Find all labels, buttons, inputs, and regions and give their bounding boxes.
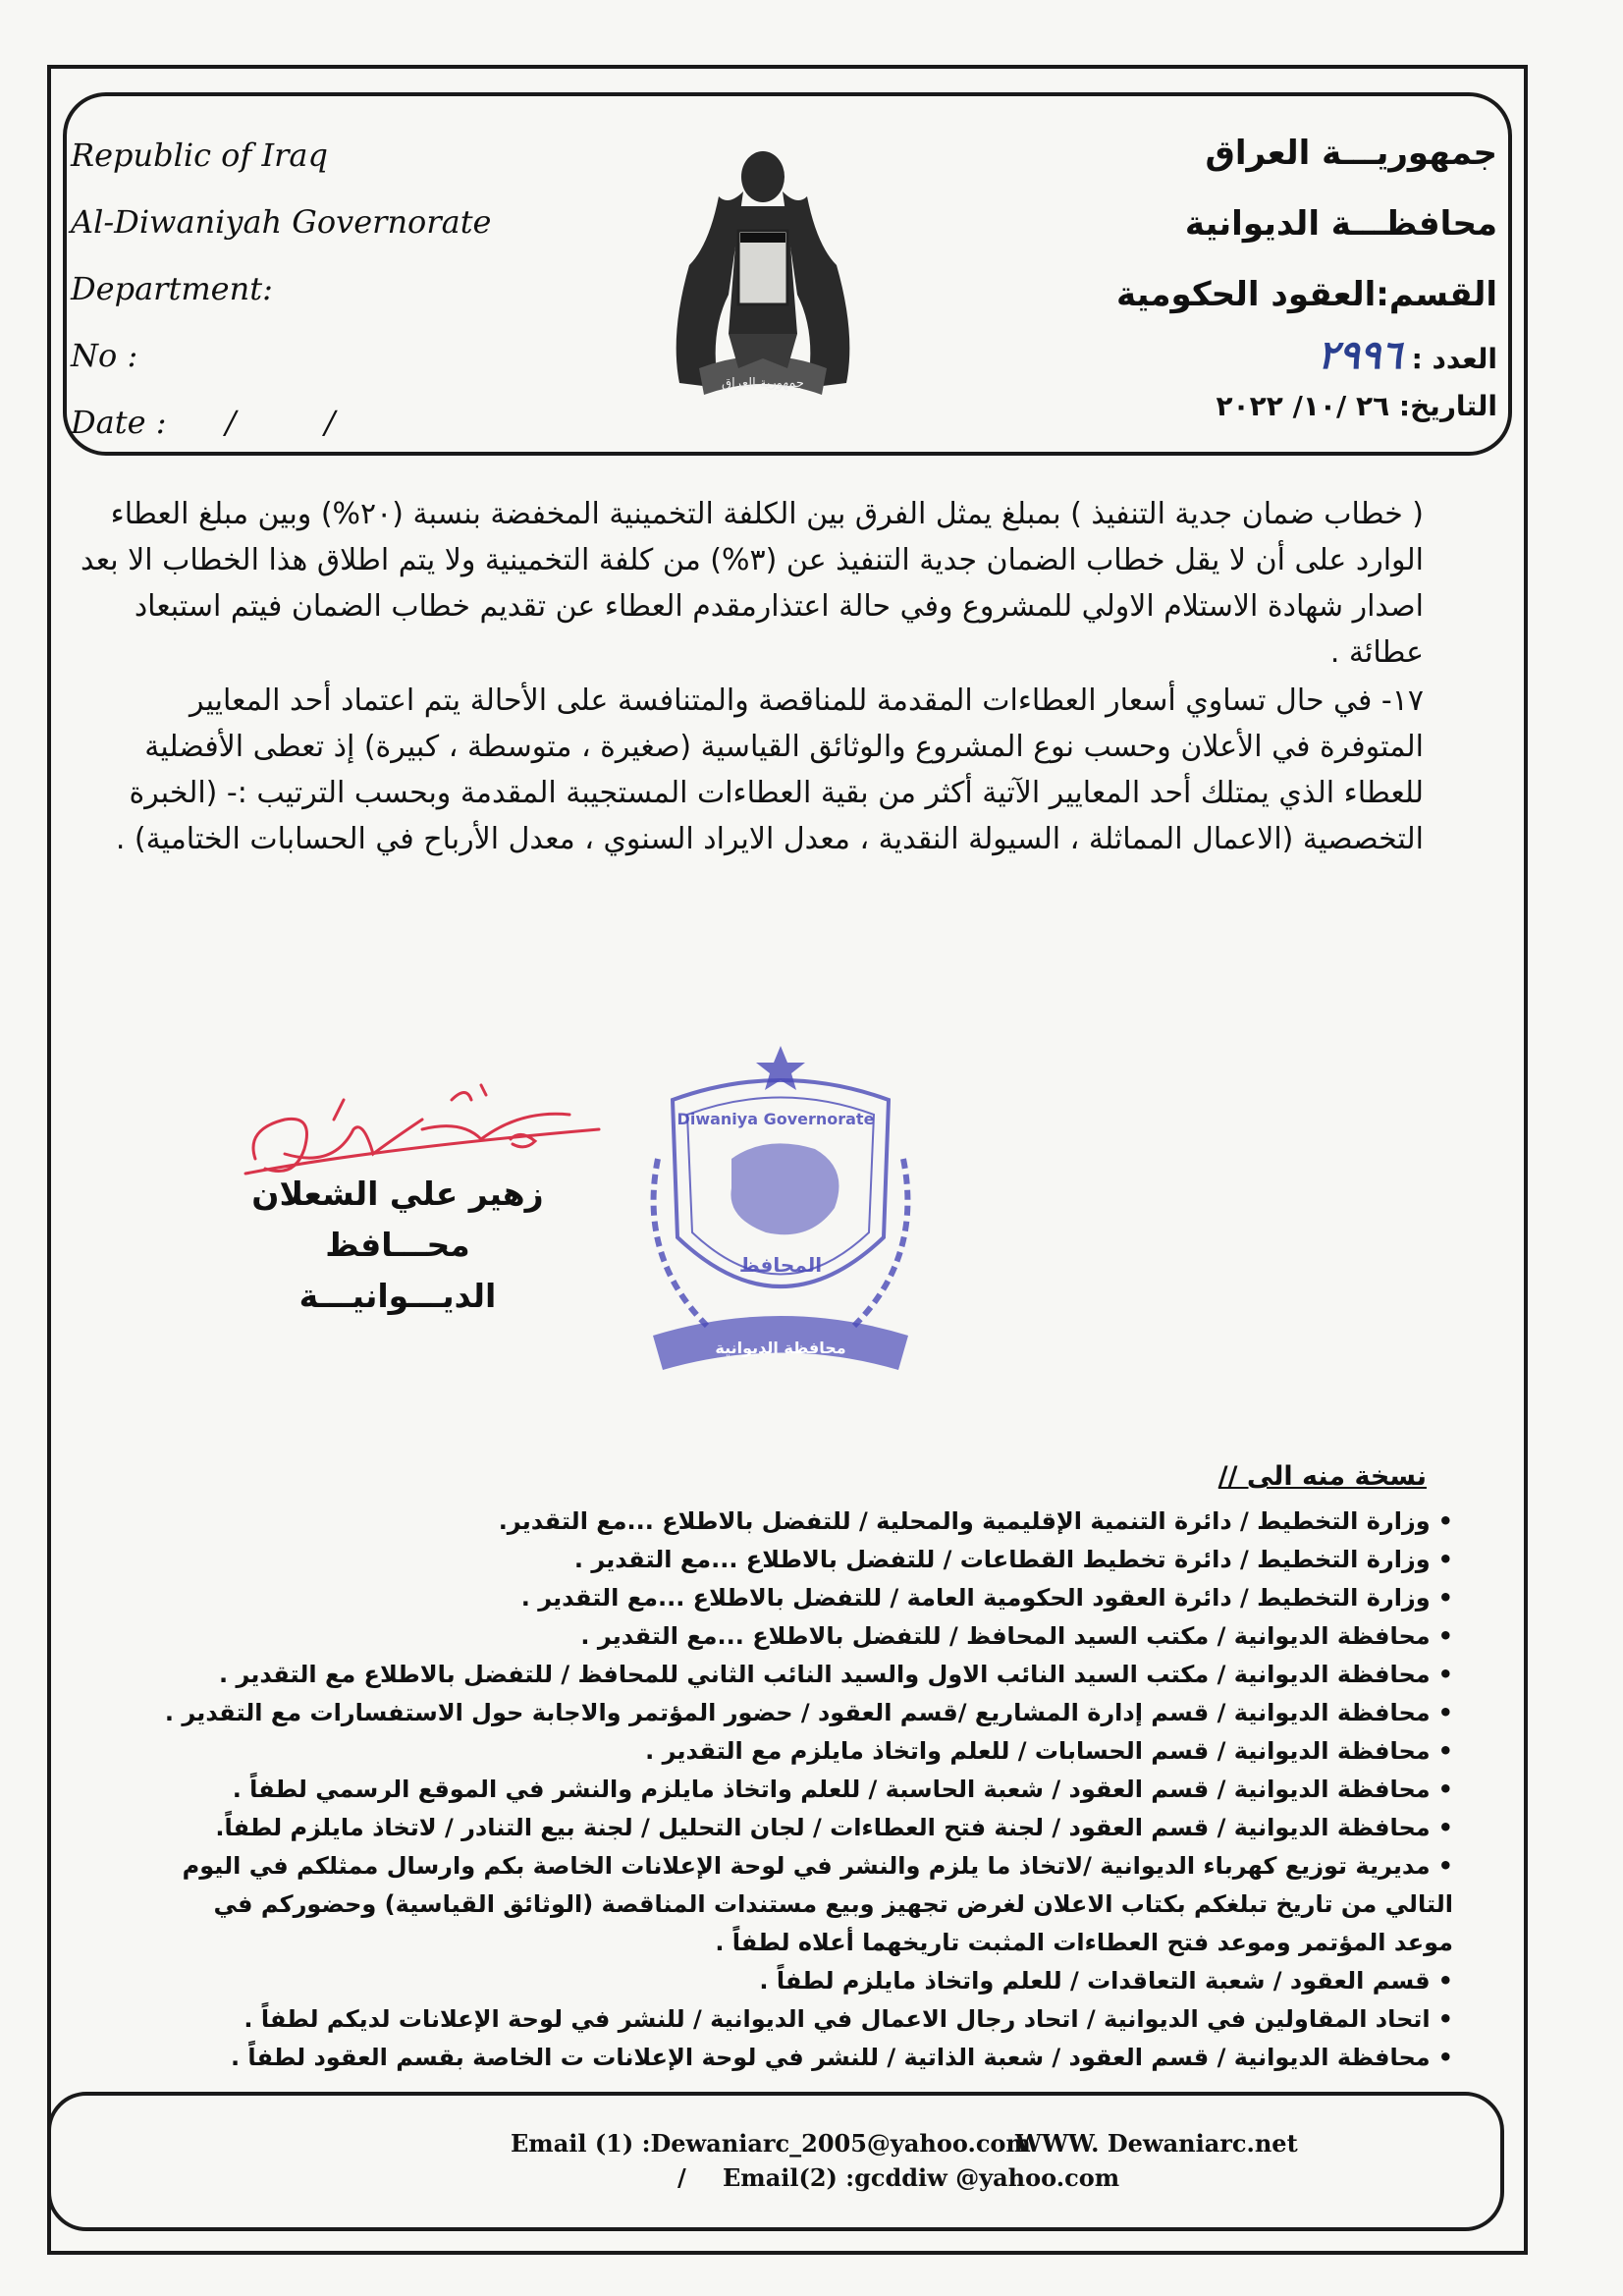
governorate-name-en: Al-Diwaniyah Governorate (71, 203, 492, 241)
copy-recipient-item (147, 2039, 1453, 2077)
governorate-name-ar: محافظـــة الديوانية (1184, 204, 1497, 244)
bullet-icon: • (1437, 1814, 1453, 1841)
signatory (236, 1169, 560, 1322)
paragraph-item-17: ١٧- في حال تساوي أسعار العطاءات المقدمة للمناقصة والمتنافسة على الأحالة يتم اعتماد أحد المعايير المتوفرة في الأعلان وحسب نوع المشروع والوثائق القياسية (صغيرة ، متوسطة ، كبيرة) إذ تعطى الأفضلية للعطاء الذي يمتلك أحد المعايير الآتية أكثر من بقية العطاءات المستجيبة المقدمة وبحسب الترتيب :- (الخبرة التخصصية (الاعمال المماثلة ، السيولة النقدية ، معدل الايراد السنوي ، معدل الأرباح في الحسابات الختامية) . (115, 683, 1424, 856)
copy-recipient-text: مديرية توزيع كهرباء الديوانية /لاتخاذ ما يلزم والنشر في لوحة الإعلانات الخاصة بكم وارسال ممثلكم في اليوم التالي من تاريخ تبلغكم بكتاب الاعلان لغرض تجهيز وبيع مستندات المناقصة (الوثائق القياسية) وحضوركم في موعد المؤتمر وموعد فتح العطاءات المثبت تاريخهما أعلاه لطفاً . (182, 1852, 1453, 1956)
footer-email-2: Email(2) :gcddiw @yahoo.com (723, 2163, 1120, 2192)
bullet-icon: • (1437, 1699, 1453, 1726)
bullet-icon: • (1437, 1737, 1453, 1765)
footer-website: WWW. Dewaniarc.net (1015, 2129, 1298, 2158)
number-label-ar: العدد : (1411, 343, 1497, 375)
copy-recipient-item (147, 1541, 1453, 1579)
copy-recipient-item (147, 1503, 1453, 1541)
copy-recipient-item (147, 1962, 1453, 2000)
footer-email-1: Email (1) :Dewaniarc_2005@yahoo.com (511, 2129, 1031, 2158)
number-line-ar (1105, 330, 1497, 381)
bullet-icon: • (1437, 1507, 1453, 1535)
number-label-en: No : (71, 337, 138, 374)
copy-recipient-text: اتحاد المقاولين في الديوانية / اتحاد رجال الاعمال في الديوانية / للنشر في لوحة الإعلانات لديكم لطفاً . (243, 2005, 1431, 2033)
copy-recipient-item (147, 1847, 1453, 1962)
copy-recipient-text: محافظة الديوانية / قسم الحسابات / للعلم واتخاذ مايلزم مع التقدير . (645, 1737, 1431, 1765)
signatory-title: محـــافظ الديـــوانيـــة (298, 1226, 497, 1315)
copy-recipient-text: وزارة التخطيط / دائرة تخطيط القطاعات / للتفضل بالاطلاع ...مع التقدير . (573, 1546, 1431, 1573)
department-ar: القسم:العقود الحكومية (1116, 275, 1497, 314)
date-label-en: Date : (71, 404, 167, 441)
seal-top-text: Diwaniya Governorate (676, 1110, 875, 1128)
copy-recipient-text: محافظة الديوانية / مكتب السيد المحافظ / للتفضل بالاطلاع ...مع التقدير . (580, 1622, 1431, 1650)
bullet-icon: • (1437, 1661, 1453, 1688)
date-slashes-en: / / (225, 404, 375, 441)
copy-recipient-text: محافظة الديوانية / قسم العقود / شعبة الحاسبة / للعلم واتخاذ مايلزم والنشر في الموقع الرسمي لطفاً . (232, 1776, 1431, 1803)
governorate-seal-icon (619, 1041, 943, 1394)
copy-recipient-text: وزارة التخطيط / دائرة العقود الحكومية العامة / للتفضل بالاطلاع ...مع التقدير . (520, 1584, 1431, 1612)
copy-recipient-text: قسم العقود / شعبة التعاقدات / للعلم واتخاذ مايلزم لطفاً . (759, 1967, 1431, 1995)
letterhead-arabic (1105, 118, 1497, 432)
copy-recipient-item (147, 1656, 1453, 1694)
bullet-icon: • (1437, 2005, 1453, 2033)
copy-recipient-item (147, 1579, 1453, 1617)
bullet-icon: • (1437, 1546, 1453, 1573)
number-value-ar: ٢٩٩٦ (1317, 333, 1402, 378)
bullet-icon: • (1437, 1622, 1453, 1650)
copy-recipient-text: محافظة الديوانية / مكتب السيد النائب الاول والسيد النائب الثاني للمحافظ / للتفضل بالاطلاع مع التقدير . (219, 1661, 1431, 1688)
iraq-eagle-emblem-icon (660, 137, 866, 422)
country-name-ar: جمهوريـــة العراق (1205, 134, 1497, 173)
signatory-name: زهير علي الشعلان (251, 1175, 544, 1213)
copy-recipient-text: محافظة الديوانية / قسم العقود / لجنة فتح العطاءات / لجان التحليل / لجنة بيع التنادر / لاتخاذ مايلزم لطفاً. (215, 1814, 1431, 1841)
copy-recipient-item (147, 1617, 1453, 1656)
bullet-icon: • (1437, 1776, 1453, 1803)
bullet-icon: • (1437, 2044, 1453, 2071)
paragraph-guarantee: ( خطاب ضمان جدية التنفيذ ) بمبلغ يمثل الفرق بين الكلفة التخمينية المخفضة بنسبة (٢٠%) وبين مبلغ العطاء الوارد على أن لا يقل خطاب الضمان جدية التنفيذ عن (٣%) من كلفة التخمينية ولا يتم اطلاق هذا الخطاب الا بعد اصدار شهادة الاستلام الاولي للمشروع وفي حالة اعتذارمقدم العطاء عن تقديم خطاب الضمان فيتم استبعاد عطائة . (80, 497, 1424, 670)
copy-recipient-text: محافظة الديوانية / قسم إدارة المشاريع /قسم العقود / حضور المؤتمر والاجابة حول الاستفسارات مع التقدير . (164, 1699, 1431, 1726)
copy-recipient-item (147, 1771, 1453, 1809)
copy-recipient-item (147, 1732, 1453, 1771)
copies-list (147, 1503, 1453, 2077)
footer-separator: / (677, 2163, 686, 2192)
bullet-icon: • (1437, 1852, 1453, 1880)
date-line-ar (1105, 381, 1497, 432)
copy-recipient-text: محافظة الديوانية / قسم العقود / شعبة الذاتية / للنشر في لوحة الإعلانات ت الخاصة بقسم العقود لطفاً . (230, 2044, 1431, 2071)
letter-body (79, 491, 1424, 862)
department-label-en: Department: (71, 270, 273, 307)
seal-center-text: المحافظ (738, 1253, 823, 1277)
emblem-caption: جمهورية العراق (722, 376, 804, 391)
copy-recipient-item (147, 1809, 1453, 1847)
country-name-en: Republic of Iraq (71, 137, 328, 174)
copy-recipient-text: وزارة التخطيط / دائرة التنمية الإقليمية والمحلية / للتفضل بالاطلاع ...مع التقدير. (498, 1507, 1431, 1535)
bullet-icon: • (1437, 1584, 1453, 1612)
copy-recipient-item (147, 2000, 1453, 2039)
copy-recipient-item (147, 1694, 1453, 1732)
date-label-ar: التاريخ: (1398, 390, 1497, 422)
footer (47, 2092, 1504, 2231)
copies-heading: نسخة منه الى // (1217, 1461, 1427, 1492)
letterhead-english (71, 122, 581, 456)
seal-bottom-text: محافظة الديوانية (715, 1339, 846, 1357)
date-value-ar: ٢٦ /١٠/ ٢٠٢٢ (1216, 390, 1390, 422)
date-line-en (71, 389, 581, 456)
bullet-icon: • (1437, 1967, 1453, 1995)
